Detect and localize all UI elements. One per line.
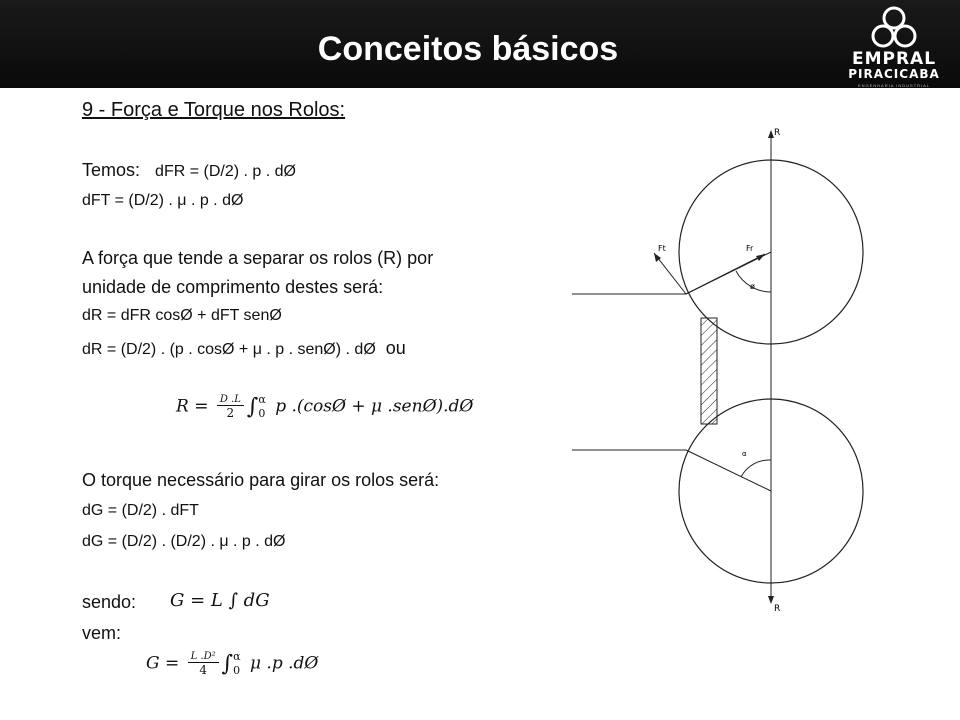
formula-g-num: L .D² — [188, 651, 219, 663]
eq-dg1: dG = (D/2) . dFT — [82, 502, 199, 519]
para1-line2: unidade de comprimento destes será: — [82, 277, 384, 297]
vem-label: vem: — [82, 623, 122, 643]
temos-label: Temos: — [82, 160, 141, 180]
formula-r-body: p .(cosØ + μ .senØ).dØ — [275, 396, 474, 417]
formula-r — [176, 393, 473, 421]
fr-arrowhead-icon — [756, 254, 765, 261]
label-ft: Ft — [658, 244, 666, 253]
formula-r-num: D .L — [217, 394, 244, 406]
label-phi-bottom: α — [742, 450, 747, 458]
ou-label: ou — [385, 338, 406, 358]
formula-r-lower: 0 — [258, 407, 266, 420]
page-title: Conceitos básicos — [317, 30, 619, 68]
eq-dr2: dR = (D/2) . (p . cosØ + μ . p . senØ) . dØ — [82, 341, 376, 358]
section-title: 9 - Força e Torque nos Rolos: — [82, 99, 346, 121]
sendo-line — [82, 592, 136, 613]
formula-r-fraction — [217, 394, 244, 420]
formula-r-limits — [258, 393, 265, 421]
logo-subtitle: ENGENHARIA INDUSTRIAL — [857, 83, 931, 88]
eq-dg2: dG = (D/2) . (D/2) . μ . p . dØ — [82, 533, 286, 550]
temos-line — [82, 160, 296, 181]
eq-dfr: dFR = (D/2) . p . dØ — [155, 163, 296, 180]
formula-g-upper: α — [233, 650, 241, 663]
bottom-angle-arc — [741, 460, 771, 477]
label-r-top: R — [774, 128, 781, 138]
formula-g-den: 4 — [199, 663, 207, 677]
integral-icon: ∫ — [221, 651, 234, 677]
integral-icon: ∫ — [246, 394, 259, 420]
para2: O torque necessário para girar os rolos será: — [82, 470, 440, 490]
formula-r-upper: α — [258, 393, 266, 406]
eq-dr2-line — [82, 338, 406, 359]
logo-name: EMPRAL — [851, 49, 937, 69]
formula-g-lhs: G = — [146, 653, 180, 674]
eq-dft: dFT = (D/2) . μ . p . dØ — [82, 192, 244, 209]
sendo-label: sendo: — [82, 592, 137, 612]
formula-r-den: 2 — [226, 406, 235, 420]
label-fr: Fr — [746, 244, 754, 253]
formula-g-limits — [233, 650, 240, 678]
bottom-radius-line — [686, 450, 771, 491]
formula-g-fraction — [188, 651, 219, 677]
formula-g — [146, 650, 318, 678]
formula-g-lower: 0 — [233, 664, 241, 677]
material-strip — [701, 318, 717, 424]
eq-dr1: dR = dFR cosØ + dFT senØ — [82, 307, 282, 324]
label-r-bottom: R — [774, 604, 781, 614]
company-logo — [842, 4, 946, 88]
para1-line1: A força que tende a separar os rolos (R) por — [82, 248, 434, 268]
label-phi-top: ø — [750, 282, 755, 291]
formula-g-body: μ .p .dØ — [249, 653, 319, 674]
logo-rings-icon — [842, 4, 946, 52]
logo-city: PIRACICABA — [848, 67, 940, 81]
formula-r-lhs: R = — [176, 396, 209, 417]
rollers-diagram — [560, 120, 880, 620]
formula-g-short: G = L ∫ dG — [170, 590, 270, 611]
r-bottom-arrowhead-icon — [768, 596, 774, 604]
header-bar — [0, 0, 960, 88]
